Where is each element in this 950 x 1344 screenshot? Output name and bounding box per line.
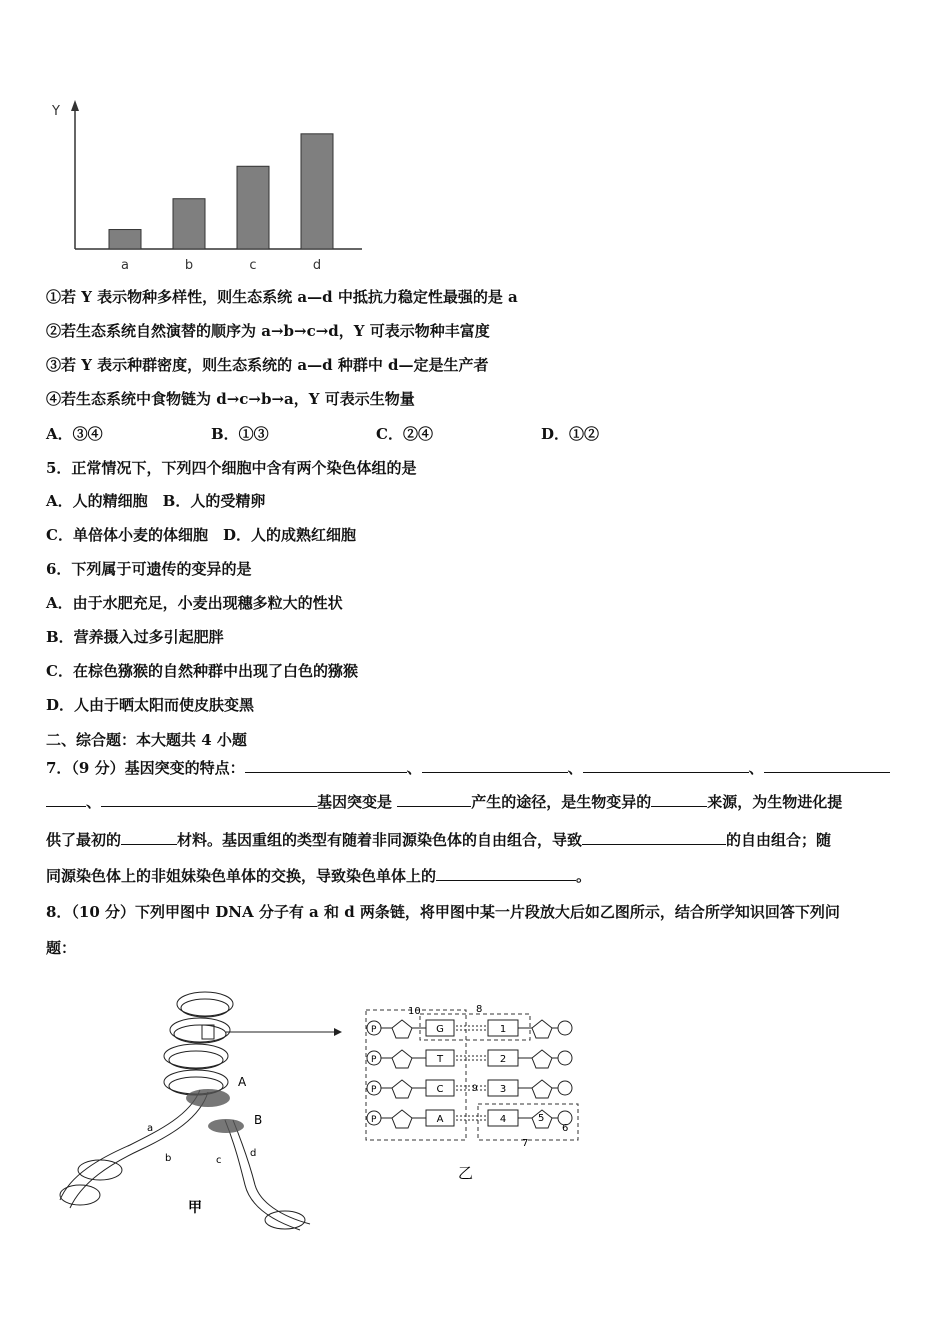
label-A: A [238, 1075, 247, 1089]
tick-label-d: d [312, 258, 322, 273]
base-left-label: T [436, 1054, 444, 1065]
phosphate-circle-right [558, 1051, 572, 1065]
q7-blank-3[interactable] [583, 757, 749, 773]
q7-blank-10[interactable] [436, 865, 576, 881]
dna-helix [60, 992, 310, 1230]
base-left-label: G [436, 1024, 444, 1035]
num-8: 8 [476, 1004, 483, 1015]
q6-option-d: D．人由于晒太阳而使皮肤变黑 [46, 696, 255, 714]
statement-1: ①若 Y 表示物种多样性，则生态系统 a—d 中抵抗力稳定性最强的是 a [46, 288, 518, 306]
q4-option-a: A．③④ [46, 425, 103, 443]
phosphate-circle-right [558, 1021, 572, 1035]
q6-stem: 6．下列属于可遗传的变异的是 [46, 560, 252, 578]
bar-chart [40, 95, 380, 275]
q5-options-cd: C．单倍体小麦的体细胞 D．人的成熟红细胞 [46, 526, 356, 544]
q8-line-2: 题： [46, 939, 77, 957]
base-right-label: 4 [499, 1114, 507, 1125]
q6-option-c: C．在棕色猕猴的自然种群中出现了白色的猕猴 [46, 662, 358, 680]
num-7: 7 [522, 1138, 529, 1149]
label-strand-a: a [147, 1123, 154, 1134]
phosphate-label: P [371, 1115, 377, 1125]
q7-line-1: 7．（9 分）基因突变的特点： 、 、 、 [46, 757, 890, 778]
deoxyribose-left [392, 1080, 412, 1098]
nucleotide-pair [367, 1020, 572, 1038]
q4-option-b: B．①③ [211, 425, 269, 443]
q7-blank-6[interactable] [397, 791, 471, 807]
q7-blank-4-cont[interactable] [46, 791, 86, 807]
label-B: B [254, 1113, 263, 1127]
deoxyribose-left [392, 1110, 412, 1128]
statement-3: ③若 Y 表示种群密度，则生态系统的 a—d 种群中 d—定是生产者 [46, 356, 489, 374]
replication-site-B [208, 1119, 244, 1133]
base-right-label: 1 [499, 1024, 507, 1035]
q4-options [46, 423, 599, 444]
bar-c [237, 166, 269, 249]
tick-label-b: b [184, 258, 194, 273]
bar-a [109, 230, 141, 249]
replication-site-A [186, 1089, 230, 1107]
label-strand-c: c [216, 1155, 222, 1166]
num-6: 6 [562, 1123, 569, 1134]
q7-line-2: 、 基因突变是 产生的途径，是生物变异的 来源，为生物进化提 [46, 791, 842, 812]
num-10: 10 [408, 1006, 421, 1017]
q7-blank-2[interactable] [422, 757, 568, 773]
q7-blank-7[interactable] [651, 791, 707, 807]
q7-blank-4[interactable] [764, 757, 890, 773]
deoxyribose-right [532, 1020, 552, 1038]
phosphate-circle-right [558, 1081, 572, 1095]
figure-jia [40, 980, 350, 1240]
deoxyribose-left [392, 1020, 412, 1038]
q4-option-d: D．①② [541, 425, 600, 443]
y-axis-arrow [71, 100, 79, 111]
phosphate-label: P [371, 1055, 377, 1065]
deoxyribose-right [532, 1080, 552, 1098]
statement-2: ②若生态系统自然演替的顺序为 a→b→c→d，Y 可表示物种丰富度 [46, 322, 490, 340]
q7-blank-8[interactable] [121, 829, 177, 845]
deoxyribose-left [392, 1050, 412, 1068]
num-5: 5 [538, 1113, 545, 1124]
q6-option-a: A．由于水肥充足，小麦出现穗多粒大的性状 [46, 594, 343, 612]
bar-b [173, 199, 205, 249]
y-axis-label: Y [52, 104, 60, 119]
label-strand-b: b [165, 1153, 172, 1164]
base-left-label: C [436, 1084, 444, 1095]
q6-option-b: B．营养摄入过多引起肥胖 [46, 628, 224, 646]
phosphate-label: P [371, 1025, 377, 1035]
nucleotide-pair [367, 1080, 572, 1098]
num-9: 9 [472, 1084, 478, 1094]
figure-yi [360, 1000, 600, 1180]
tick-label-c: c [249, 258, 257, 273]
q7-blank-9[interactable] [582, 829, 726, 845]
label-jia: 甲 [188, 1200, 202, 1216]
bar-d [301, 134, 333, 249]
q7-line-4: 同源染色体上的非姐妹染色单体的交换，导致染色单体上的 。 [46, 867, 592, 885]
deoxyribose-right [532, 1050, 552, 1068]
tick-label-a: a [121, 258, 129, 273]
label-yi: 乙 [458, 1164, 474, 1180]
statement-4: ④若生态系统中食物链为 d→c→b→a，Y 可表示生物量 [46, 390, 415, 408]
base-left-label: A [436, 1114, 444, 1125]
base-right-label: 3 [499, 1084, 507, 1095]
phosphate-label: P [371, 1085, 377, 1095]
q7-blank-5[interactable] [101, 791, 317, 807]
box-7 [478, 1104, 578, 1140]
q5-stem: 5．正常情况下，下列四个细胞中含有两个染色体组的是 [46, 459, 417, 477]
q5-options-ab: A．人的精细胞 B．人的受精卵 [46, 492, 266, 510]
section-title: 二、综合题：本大题共 4 小题 [46, 731, 247, 749]
label-strand-d: d [250, 1148, 257, 1159]
nucleotide-pair [367, 1050, 572, 1068]
base-right-label: 2 [499, 1054, 507, 1065]
q8-line-1: 8．（10 分）下列甲图中 DNA 分子有 a 和 d 两条链，将甲图中某一片段放大后如乙图所示，结合所学知识回答下列问 [46, 903, 840, 921]
q7-line-3: 供了最初的 材料。基因重组的类型有随着非同源染色体的自由组合，导致 的自由组合；随 [46, 831, 832, 849]
q4-option-c: C．②④ [376, 425, 433, 443]
q7-blank-1[interactable] [245, 757, 407, 773]
magnify-arrow-head [334, 1028, 342, 1036]
